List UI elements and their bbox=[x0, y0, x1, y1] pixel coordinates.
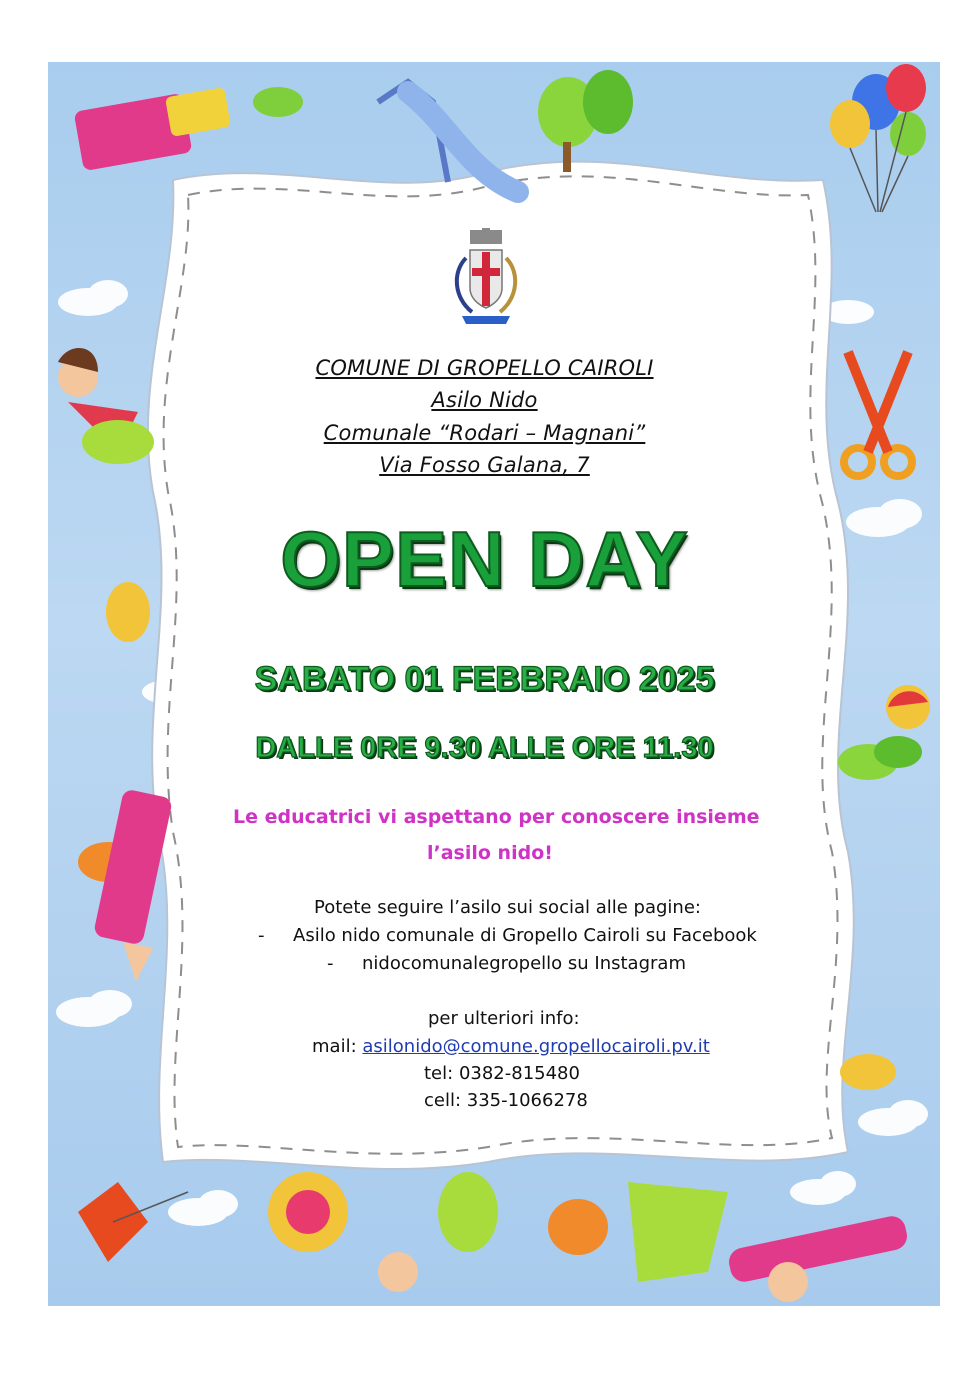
mail-row bbox=[312, 1036, 710, 1057]
social-instagram: nidocomunalegropello su Instagram bbox=[362, 953, 686, 974]
contacts-intro: per ulteriori info: bbox=[428, 1008, 580, 1029]
cell-label: cell: bbox=[424, 1090, 462, 1111]
cell-row bbox=[424, 1090, 588, 1111]
event-date: SABATO 01 FEBBRAIO 2025 bbox=[254, 660, 715, 698]
tel-label: tel: bbox=[424, 1063, 454, 1084]
tel-number: 0382-815480 bbox=[458, 1063, 580, 1084]
coat-of-arms-logo bbox=[448, 228, 524, 332]
municipality-name: COMUNE DI GROPELLO CAIROLI bbox=[315, 356, 654, 380]
mail-link[interactable]: asilonido@comune.gropellocairoli.pv.it bbox=[362, 1036, 710, 1057]
event-time: DALLE 0RE 9.30 ALLE ORE 11.30 bbox=[255, 732, 714, 764]
nursery-name: Asilo Nido bbox=[431, 388, 538, 412]
mail-label: mail: bbox=[312, 1036, 357, 1057]
invite-line-1: Le educatrici vi aspettano per conoscere insieme bbox=[233, 806, 760, 828]
nursery-full-name: Comunale “Rodari – Magnani” bbox=[323, 421, 646, 445]
social-intro: Potete seguire l’asilo sui social alle pagine: bbox=[314, 897, 701, 918]
address: Via Fosso Galana, 7 bbox=[379, 453, 590, 477]
social-bullet-1: - bbox=[258, 925, 265, 946]
tel-row bbox=[424, 1063, 580, 1084]
social-bullet-2: - bbox=[327, 953, 334, 974]
cell-number: 335-1066278 bbox=[466, 1090, 588, 1111]
invite-line-2: l’asilo nido! bbox=[427, 842, 553, 864]
event-title: OPEN DAY bbox=[280, 515, 689, 603]
social-facebook: Asilo nido comunale di Gropello Cairoli su Facebook bbox=[293, 925, 757, 946]
